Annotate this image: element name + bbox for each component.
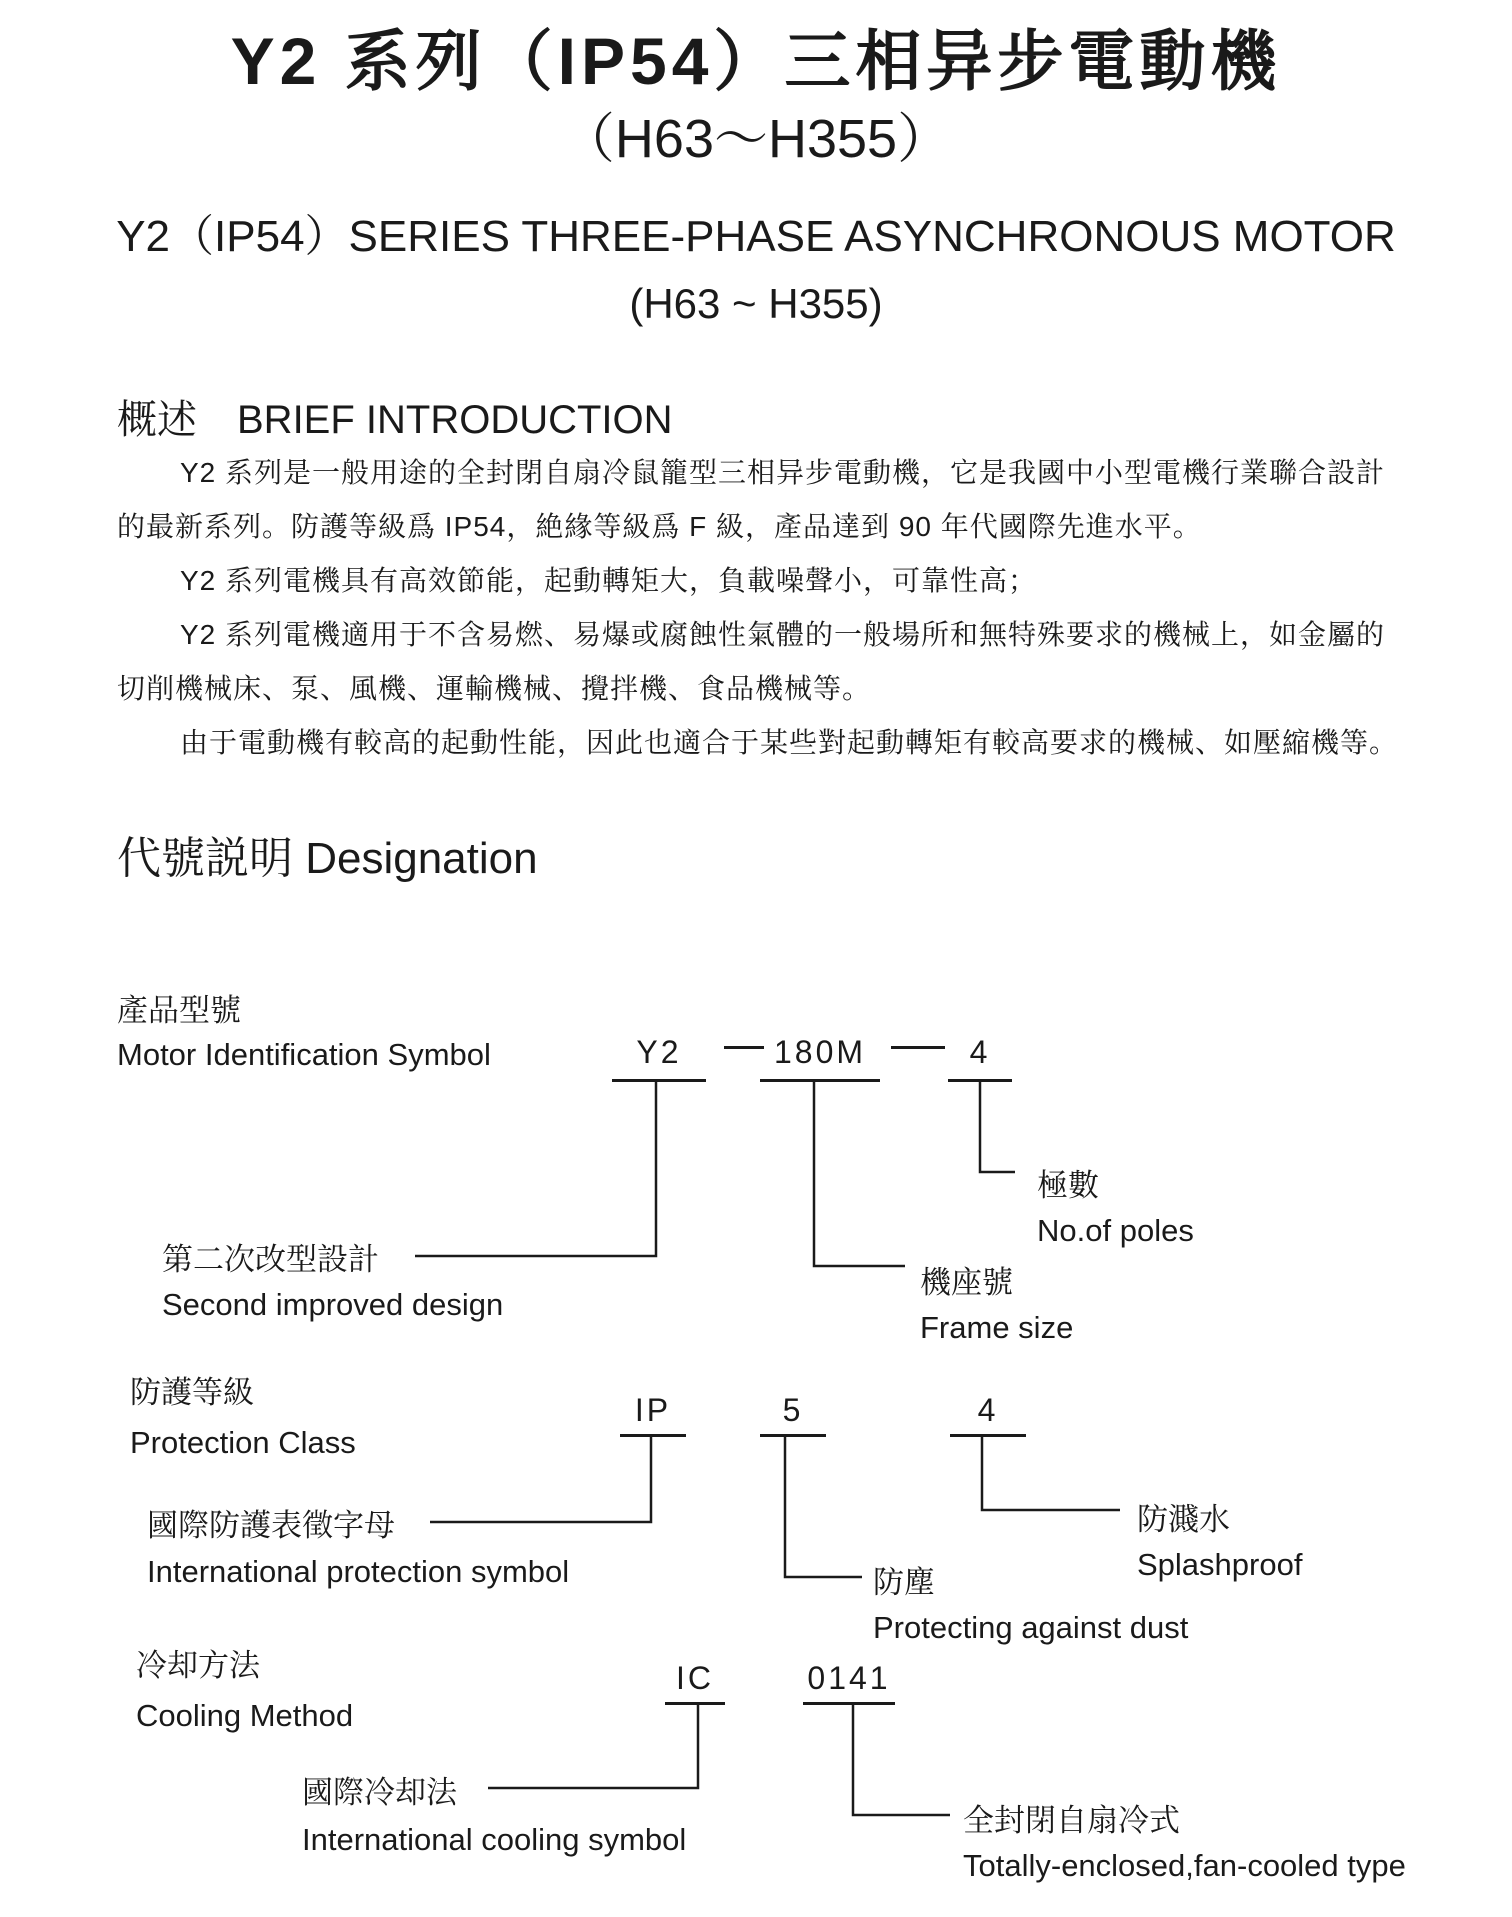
- code-180m-underline: [760, 1079, 880, 1082]
- intro-para-4: 由于電動機有較高的起動性能，因此也適合于某些對起動轉矩有較高要求的機械、如壓縮機等。: [180, 727, 1399, 758]
- code-ic-underline: [665, 1702, 725, 1705]
- intro-para-2: Y2 系列電機具有高效節能，起動轉矩大，負載噪聲小，可靠性高；: [180, 565, 1038, 596]
- code-180m: 180M: [773, 1034, 867, 1070]
- intl-cooling-en: International cooling symbol: [302, 1822, 687, 1857]
- connector-y2: [415, 1082, 656, 1256]
- intl-protection-en: International protection symbol: [147, 1554, 570, 1589]
- title-chinese-range: （H63～H355）: [560, 109, 952, 169]
- fan-cooled-en: Totally-enclosed,fan-cooled type: [963, 1848, 1406, 1883]
- intro-heading: 概述 BRIEF INTRODUCTION: [117, 398, 673, 442]
- code-poles: 4: [969, 1034, 991, 1070]
- connector-5: [785, 1437, 862, 1577]
- connector-ic: [488, 1705, 698, 1788]
- intro-para-1-line-1: Y2 系列是一般用途的全封閉自扇冷鼠籠型三相异步電動機，它是我國中小型電機行業聯合設計: [180, 457, 1386, 488]
- code-dash-2: [891, 1046, 945, 1049]
- dust-en: Protecting against dust: [873, 1610, 1189, 1645]
- code-dash-1: [724, 1046, 764, 1049]
- motor-id-label-cn: 產品型號: [117, 993, 241, 1028]
- splash-cn: 防濺水: [1137, 1502, 1230, 1537]
- intro-para-1-line-2: 的最新系列。防護等級爲 IP54，絶緣等級爲 F 級，產品達到 90 年代國際先進水平。: [117, 511, 1202, 542]
- cooling-label-cn: 冷却方法: [136, 1648, 260, 1683]
- code-splash-underline: [950, 1434, 1026, 1437]
- code-ip-underline: [620, 1434, 686, 1437]
- connector-180m: [814, 1082, 905, 1266]
- code-y2: Y2: [636, 1034, 682, 1070]
- protection-label-cn: 防護等級: [130, 1375, 254, 1410]
- fan-cooled-cn: 全封閉自扇冷式: [963, 1803, 1180, 1838]
- code-splash: 4: [977, 1392, 999, 1428]
- title-chinese: Y2 系列（IP54）三相异步電動機: [230, 24, 1282, 98]
- intro-para-3-line-1: Y2 系列電機適用于不含易燃、易爆或腐蝕性氣體的一般場所和無特殊要求的機械上，如金屬的: [180, 619, 1386, 650]
- connector-ip: [430, 1437, 651, 1522]
- intl-protection-cn: 國際防護表徵字母: [147, 1508, 395, 1543]
- cooling-label-en: Cooling Method: [136, 1698, 354, 1733]
- intl-cooling-cn: 國際冷却法: [302, 1775, 457, 1810]
- connector-0141: [853, 1705, 950, 1815]
- code-ip: IP: [634, 1392, 672, 1428]
- connector-4: [982, 1437, 1120, 1510]
- second-improved-en: Second improved design: [162, 1287, 504, 1322]
- poles-cn: 極數: [1037, 1168, 1099, 1203]
- intro-para-3-line-2: 切削機械床、泵、風機、運輸機械、攪拌機、食品機械等。: [117, 673, 872, 704]
- code-ic: IC: [676, 1660, 714, 1696]
- code-poles-underline: [948, 1079, 1012, 1082]
- frame-size-en: Frame size: [920, 1310, 1074, 1345]
- code-0141: 0141: [807, 1660, 891, 1696]
- second-improved-cn: 第二次改型設計: [162, 1242, 379, 1277]
- poles-en: No.of poles: [1037, 1213, 1194, 1248]
- code-y2-underline: [612, 1079, 706, 1082]
- title-english: Y2（IP54）SERIES THREE-PHASE ASYNCHRONOUS MOTOR: [116, 212, 1396, 261]
- motor-id-label-en: Motor Identification Symbol: [117, 1037, 491, 1072]
- splash-en: Splashproof: [1137, 1547, 1303, 1582]
- designation-heading: 代號説明 Designation: [117, 834, 538, 883]
- code-dust: 5: [782, 1392, 804, 1428]
- connector-poles: [980, 1082, 1015, 1172]
- code-0141-underline: [803, 1702, 895, 1705]
- frame-size-cn: 機座號: [920, 1265, 1013, 1300]
- title-english-range: (H63 ~ H355): [629, 280, 883, 327]
- protection-label-en: Protection Class: [130, 1425, 356, 1460]
- code-dust-underline: [760, 1434, 826, 1437]
- dust-cn: 防塵: [873, 1565, 935, 1600]
